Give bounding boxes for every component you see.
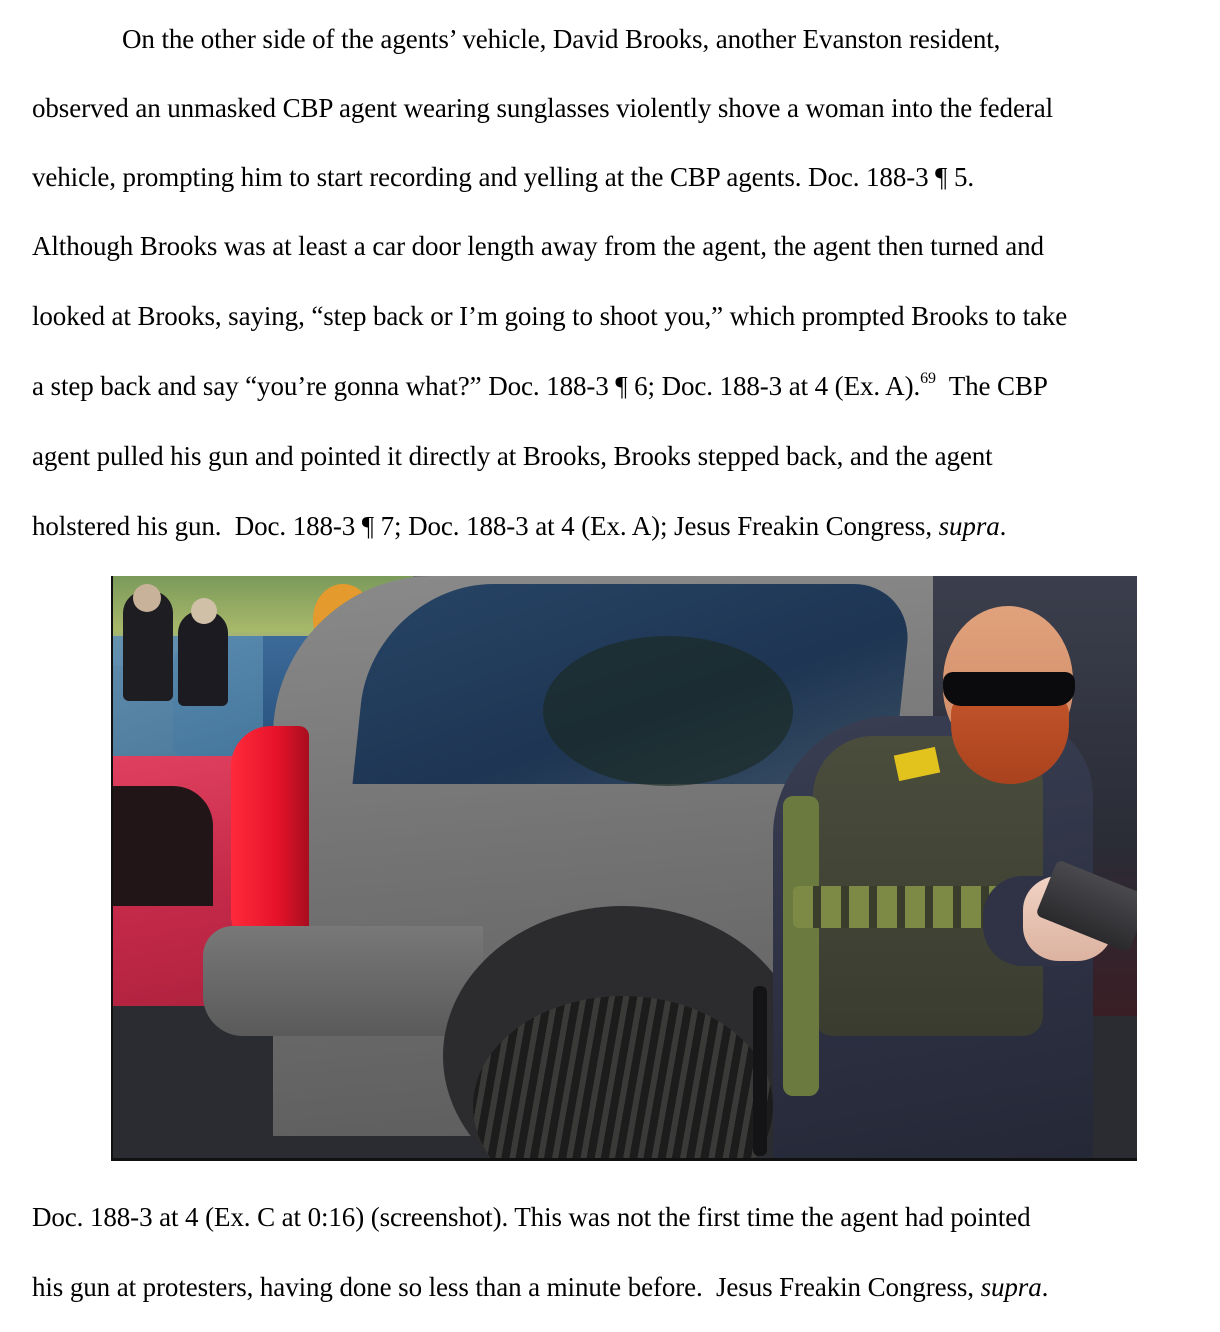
text-line: Although Brooks was at least a car door length away from the agent, the agent then turned and bbox=[32, 231, 1044, 261]
text-line bbox=[32, 509, 1006, 543]
exhibit-screenshot-image bbox=[111, 576, 1137, 1161]
text-line bbox=[32, 1270, 1048, 1304]
baton bbox=[753, 986, 767, 1156]
red-car-interior bbox=[113, 786, 213, 906]
text-segment: The CBP bbox=[935, 371, 1048, 401]
protester-head bbox=[191, 598, 217, 624]
text-segment: a step back and say “you’re gonna what?” Doc. 188-3 ¶ 6; Doc. 188-3 at 4 (Ex. A). bbox=[32, 371, 921, 401]
text-line: On the other side of the agents’ vehicle, David Brooks, another Evanston resident, bbox=[122, 24, 1001, 54]
text-line bbox=[32, 369, 1048, 403]
citation-signal-supra: supra bbox=[938, 511, 1000, 541]
text-segment: . bbox=[1041, 1272, 1049, 1302]
vest-strap bbox=[783, 796, 819, 1096]
tree-reflection bbox=[543, 636, 793, 786]
citation-signal-supra: supra bbox=[980, 1272, 1042, 1302]
text-line: observed an unmasked CBP agent wearing sunglasses violently shove a woman into the federal bbox=[32, 93, 1054, 123]
text-segment: . bbox=[999, 511, 1007, 541]
text-line: agent pulled his gun and pointed it directly at Brooks, Brooks stepped back, and the agent bbox=[32, 441, 993, 471]
protester-filming-figure bbox=[178, 611, 228, 706]
text-segment: holstered his gun. Doc. 188-3 ¶ 7; Doc. 188-3 at 4 (Ex. A); Jesus Freakin Congress, bbox=[32, 511, 939, 541]
suv-bumper bbox=[203, 926, 483, 1036]
text-line: Doc. 188-3 at 4 (Ex. C at 0:16) (screenshot). This was not the first time the agent had pointed bbox=[32, 1202, 1031, 1232]
suv-taillight bbox=[231, 726, 309, 946]
text-line: looked at Brooks, saying, “step back or I’m going to shoot you,” which prompted Brooks to take bbox=[32, 301, 1068, 331]
protester-head bbox=[133, 584, 161, 612]
agent-sunglasses bbox=[943, 672, 1075, 706]
text-line: vehicle, prompting him to start recording and yelling at the CBP agents. Doc. 188-3 ¶ 5. bbox=[32, 162, 975, 192]
footnote-reference[interactable]: 69 bbox=[920, 370, 936, 387]
text-segment: his gun at protesters, having done so less than a minute before. Jesus Freakin Congress, bbox=[32, 1272, 981, 1302]
